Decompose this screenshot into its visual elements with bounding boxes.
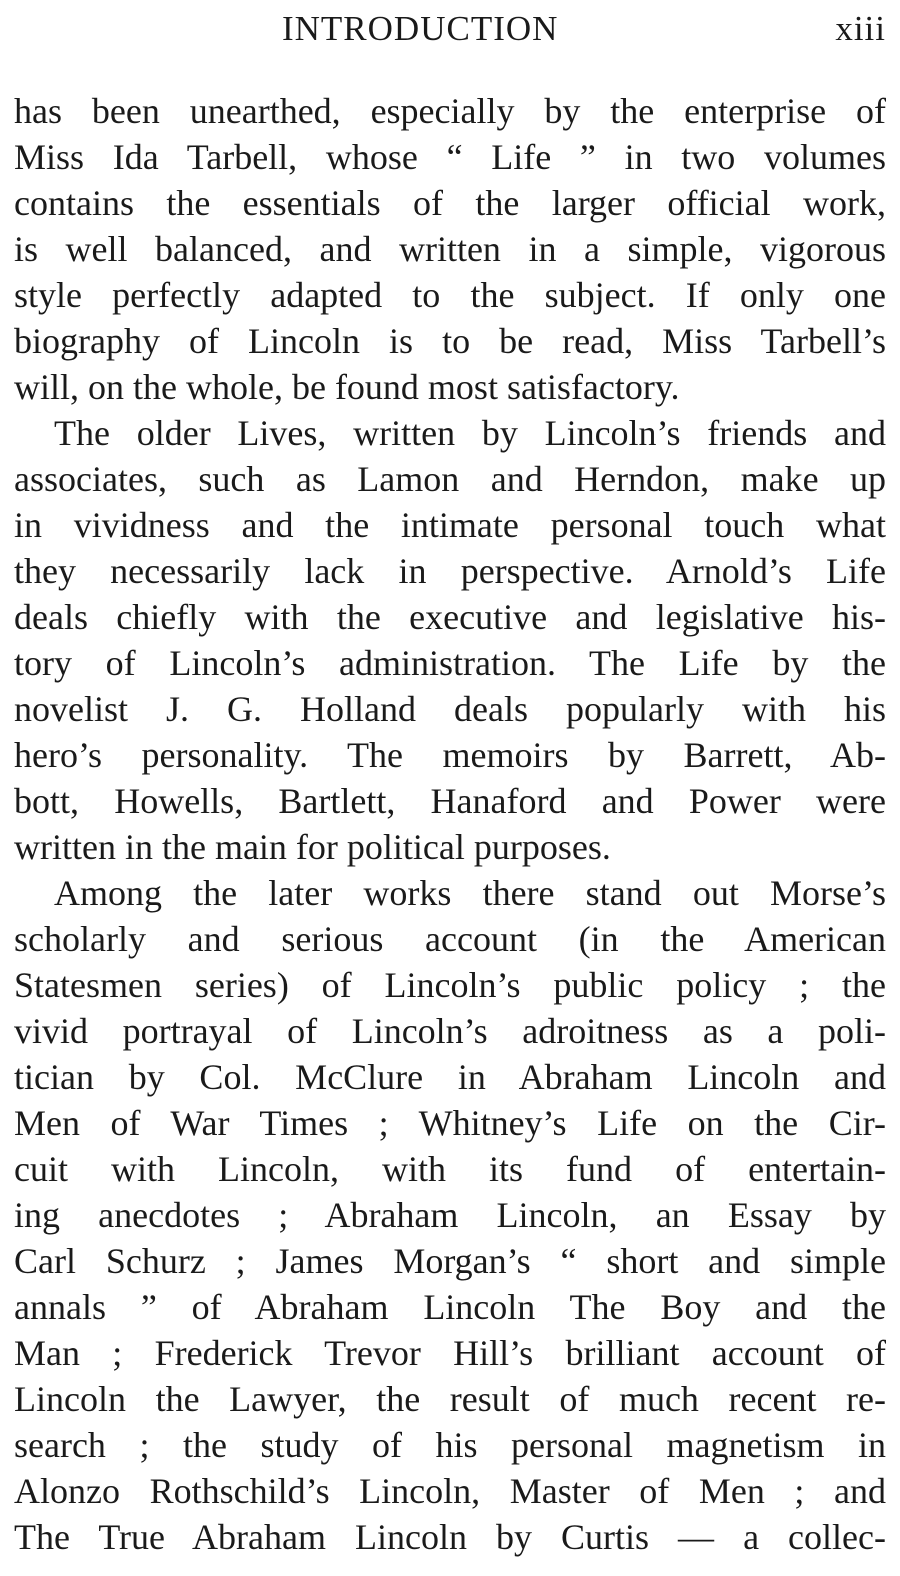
paragraph	[14, 870, 886, 1560]
text-line: The older Lives, written by Lincoln’s friends and	[54, 413, 886, 453]
text-line: deals chiefly with the executive and legislative his-	[14, 597, 886, 637]
text-line: Lincoln the Lawyer, the result of much recent re-	[14, 1379, 886, 1419]
text-line: The True Abraham Lincoln by Curtis — a collec-	[14, 1517, 886, 1557]
paragraph	[14, 410, 886, 870]
text-line: is well balanced, and written in a simple, vigorous	[14, 229, 886, 269]
text-line: tician by Col. McClure in Abraham Lincoln and	[14, 1057, 886, 1097]
text-line: Carl Schurz ; James Morgan’s “ short and simple	[14, 1241, 886, 1281]
text-line: they necessarily lack in perspective. Arnold’s Life	[14, 551, 886, 591]
text-line: Man ; Frederick Trevor Hill’s brilliant account of	[14, 1333, 886, 1373]
text-line: novelist J. G. Holland deals popularly with his	[14, 689, 886, 729]
page-number: xiii	[835, 9, 886, 48]
text-line: in vividness and the intimate personal touch what	[14, 505, 886, 545]
text-line: style perfectly adapted to the subject. If only one	[14, 275, 886, 315]
text-line: search ; the study of his personal magnetism in	[14, 1425, 886, 1465]
running-title: INTRODUCTION	[282, 9, 559, 48]
text-line: hero’s personality. The memoirs by Barrett, Ab-	[14, 735, 886, 775]
text-line: vivid portrayal of Lincoln’s adroitness as a poli-	[14, 1011, 886, 1051]
text-line: Statesmen series) of Lincoln’s public policy ; the	[14, 965, 886, 1005]
text-line: biography of Lincoln is to be read, Miss Tarbell’s	[14, 321, 886, 361]
text-line: Miss Ida Tarbell, whose “ Life ” in two volumes	[14, 137, 886, 177]
text-line: contains the essentials of the larger official work,	[14, 183, 886, 223]
text-line: ing anecdotes ; Abraham Lincoln, an Essay by	[14, 1195, 886, 1235]
text-line: annals ” of Abraham Lincoln The Boy and the	[14, 1287, 886, 1327]
book-page	[14, 0, 886, 1560]
body-text	[14, 88, 886, 1560]
text-line: will, on the whole, be found most satisfactory.	[14, 367, 680, 407]
text-line: written in the main for political purposes.	[14, 827, 611, 867]
text-line: tory of Lincoln’s administration. The Life by the	[14, 643, 886, 683]
text-line: cuit with Lincoln, with its fund of entertain-	[14, 1149, 886, 1189]
text-line: associates, such as Lamon and Herndon, make up	[14, 459, 886, 499]
text-line: Among the later works there stand out Morse’s	[54, 873, 886, 913]
text-line: has been unearthed, especially by the enterprise of	[14, 91, 886, 131]
text-line: Alonzo Rothschild’s Lincoln, Master of Men ; and	[14, 1471, 886, 1511]
text-line: bott, Howells, Bartlett, Hanaford and Power were	[14, 781, 886, 821]
running-head	[14, 0, 886, 58]
text-line: Men of War Times ; Whitney’s Life on the Cir-	[14, 1103, 886, 1143]
text-line: scholarly and serious account (in the American	[14, 919, 886, 959]
paragraph	[14, 88, 886, 410]
